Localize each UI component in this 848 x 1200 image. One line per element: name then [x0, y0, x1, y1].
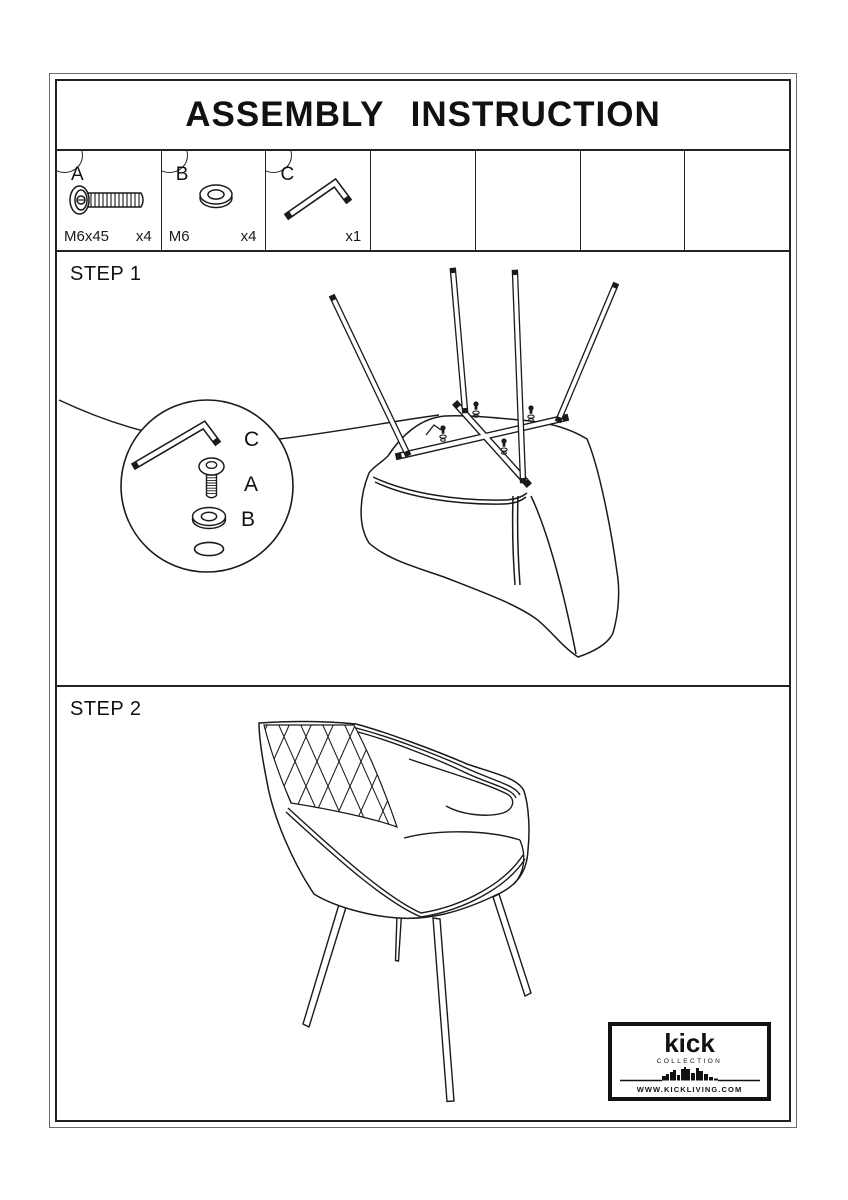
part-letter-c: C	[280, 164, 295, 185]
part-cell-empty-3	[580, 151, 685, 250]
callout-washer-label: B	[241, 508, 256, 531]
callout-bolt-label: A	[244, 473, 259, 496]
brand-logo-box	[608, 1022, 771, 1101]
step2-section	[57, 687, 789, 1124]
washer-icon	[193, 508, 226, 529]
part-spec: M6x45	[64, 228, 110, 245]
parts-row	[57, 151, 789, 252]
bolt-icon	[64, 177, 156, 223]
magnifier-circle	[121, 400, 293, 572]
part-cell-b	[161, 151, 266, 250]
mount-hole	[195, 542, 224, 555]
part-spec: M6	[168, 228, 190, 245]
step1-label: STEP 1	[70, 263, 142, 285]
part-qty: x4	[135, 228, 152, 245]
inner-border	[55, 79, 791, 1122]
part-cell-a	[57, 151, 161, 250]
part-qty: x1	[345, 228, 362, 245]
chair-underside-drawing	[361, 416, 619, 657]
allen-key-icon	[281, 169, 359, 227]
chair-legs	[303, 894, 531, 1102]
pointer-mark	[426, 425, 441, 435]
city-skyline-icon	[620, 1067, 760, 1083]
title-row	[57, 81, 789, 151]
step1-diagram	[57, 252, 792, 685]
brand-name: kick	[664, 1027, 715, 1058]
brand-website: WWW.KICKLIVING.COM	[636, 1084, 743, 1094]
washer-icon	[191, 178, 241, 216]
part-letter-a: A	[71, 164, 84, 185]
callout-key-label: C	[244, 428, 260, 451]
part-letter-b: B	[175, 164, 189, 185]
part-qty: x4	[240, 228, 257, 245]
page-title: ASSEMBLY INSTRUCTION	[185, 95, 661, 134]
step2-label: STEP 2	[70, 698, 142, 720]
part-cell-empty-1	[370, 151, 475, 250]
part-cell-empty-4	[684, 151, 789, 250]
part-cell-c	[265, 151, 370, 250]
part-cell-empty-2	[475, 151, 580, 250]
assembled-chair-drawing	[207, 712, 531, 1102]
brand-collection-label: COLLECTION	[656, 1057, 723, 1065]
step1-section	[57, 252, 789, 687]
chair-legs	[333, 271, 615, 480]
